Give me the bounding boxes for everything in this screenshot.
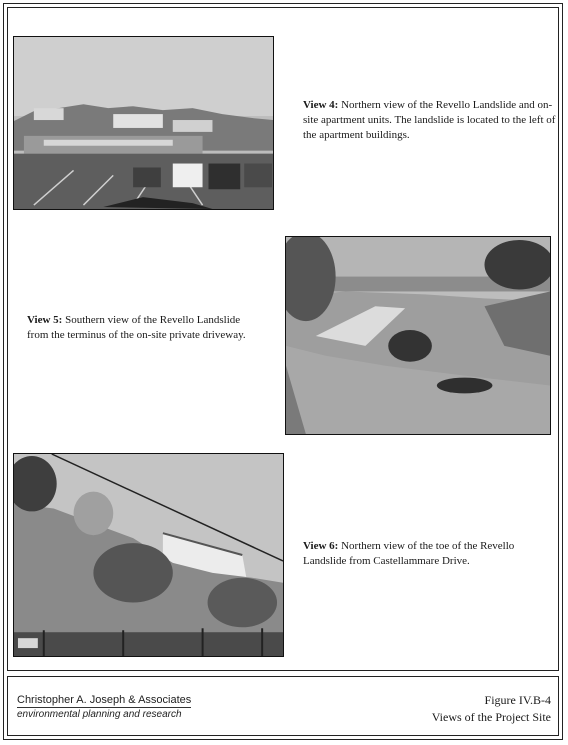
figure-title: Views of the Project Site — [431, 710, 551, 724]
firm-name: Christopher A. Joseph & Associates — [17, 694, 192, 706]
view-5-caption — [27, 313, 262, 343]
view-5-text: Southern view of the Revello Landslide from the terminus of the on-site private driveway. — [27, 314, 246, 341]
view-6-text: Northern view of the toe of the Revello Landslide from Castellammare Drive. — [303, 540, 515, 567]
firm-tagline: environmental planning and research — [17, 709, 182, 720]
view-6-caption — [303, 539, 548, 569]
view-4-caption — [303, 98, 561, 143]
view-5-label: View 5: — [27, 314, 63, 326]
view-4-photo — [13, 36, 274, 210]
figure-number: Figure IV.B-4 — [484, 693, 551, 707]
view-6-label: View 6: — [303, 540, 339, 552]
view-5-photo — [285, 236, 551, 435]
view-6-photo — [13, 453, 284, 657]
view-4-label: View 4: — [303, 99, 339, 111]
view-4-text: Northern view of the Revello Landslide and on-site apartment units. The landslide is located to the left of the apartment buildings. — [303, 99, 556, 141]
